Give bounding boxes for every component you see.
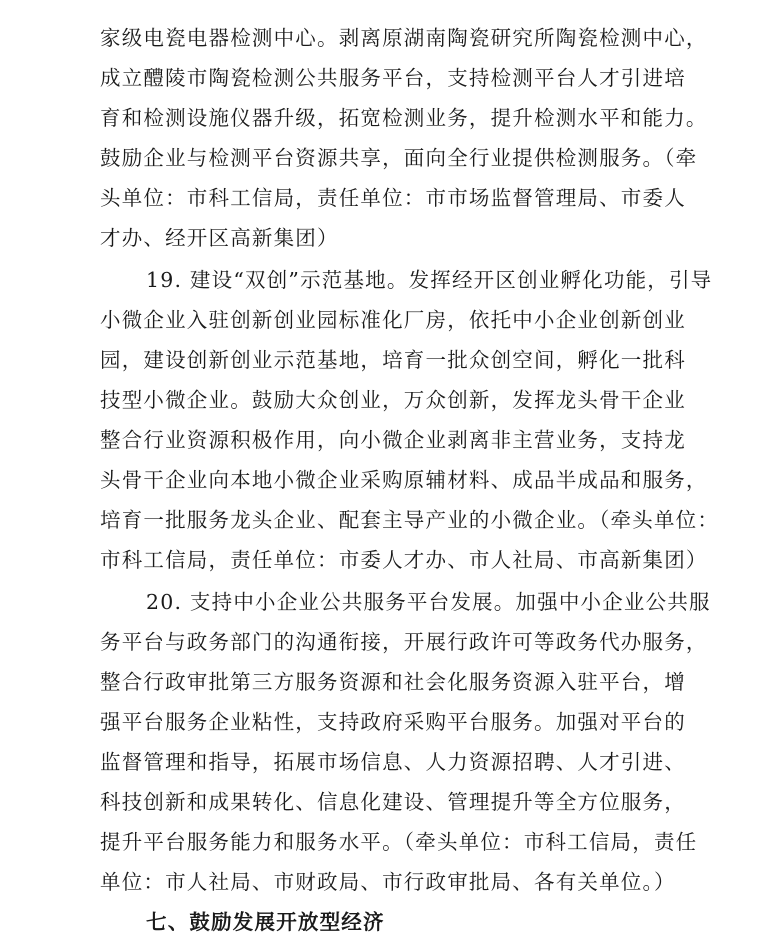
text-line: 科技创新和成果转化、信息化建设、管理提升等全方位服务， bbox=[100, 790, 686, 814]
text-line: 单位：市人社局、市财政局、市行政审批局、各有关单位。） bbox=[100, 870, 676, 894]
text-line: 培育一批服务龙头企业、配套主导产业的小微企业。（牵头单位： bbox=[100, 508, 720, 532]
text-line: 市科工信局，责任单位：市委人才办、市人社局、市高新集团） bbox=[100, 548, 708, 572]
text-line: 务平台与政务部门的沟通衔接，开展行政许可等政务代办服务， bbox=[100, 630, 708, 654]
text-line: 小微企业入驻创新创业园标准化厂房，依托中小企业创新创业 bbox=[100, 308, 686, 332]
text-line: 育和检测设施仪器升级，拓宽检测业务，提升检测水平和能力。 bbox=[100, 106, 708, 130]
text-line: 技型小微企业。鼓励大众创业，万众创新，发挥龙头骨干企业 bbox=[100, 388, 686, 412]
text-line: 强平台服务企业粘性，支持政府采购平台服务。加强对平台的 bbox=[100, 710, 686, 734]
text-line: 整合行业资源积极作用，向小微企业剥离非主营业务，支持龙 bbox=[100, 428, 686, 452]
text-line: 成立醴陵市陶瓷检测公共服务平台，支持检测平台人才引进培 bbox=[100, 66, 686, 90]
section-heading: 七、鼓励发展开放型经济 bbox=[146, 910, 385, 934]
text-line: 提升平台服务能力和服务水平。（牵头单位：市科工信局，责任 bbox=[100, 830, 698, 854]
text-line: 整合行政审批第三方服务资源和社会化服务资源入驻平台，增 bbox=[100, 670, 686, 694]
text-line: 监督管理和指导，拓展市场信息、人力资源招聘、人才引进、 bbox=[100, 750, 686, 774]
text-line: 才办、经开区高新集团） bbox=[100, 226, 339, 250]
text-line: 鼓励企业与检测平台资源共享，面向全行业提供检测服务。（牵 bbox=[100, 146, 698, 170]
paragraph-20-first-line: 20. 支持中小企业公共服务平台发展。加强中小企业公共服 bbox=[146, 590, 711, 614]
text-line: 家级电瓷电器检测中心。剥离原湖南陶瓷研究所陶瓷检测中心， bbox=[100, 26, 708, 50]
text-line: 头单位：市科工信局，责任单位：市市场监督管理局、市委人 bbox=[100, 186, 686, 210]
paragraph-19-first-line: 19. 建设“双创”示范基地。发挥经开区创业孵化功能，引导 bbox=[146, 268, 713, 292]
text-line: 头骨干企业向本地小微企业采购原辅材料、成品半成品和服务， bbox=[100, 468, 708, 492]
text-line: 园，建设创新创业示范基地，培育一批众创空间，孵化一批科 bbox=[100, 348, 686, 372]
